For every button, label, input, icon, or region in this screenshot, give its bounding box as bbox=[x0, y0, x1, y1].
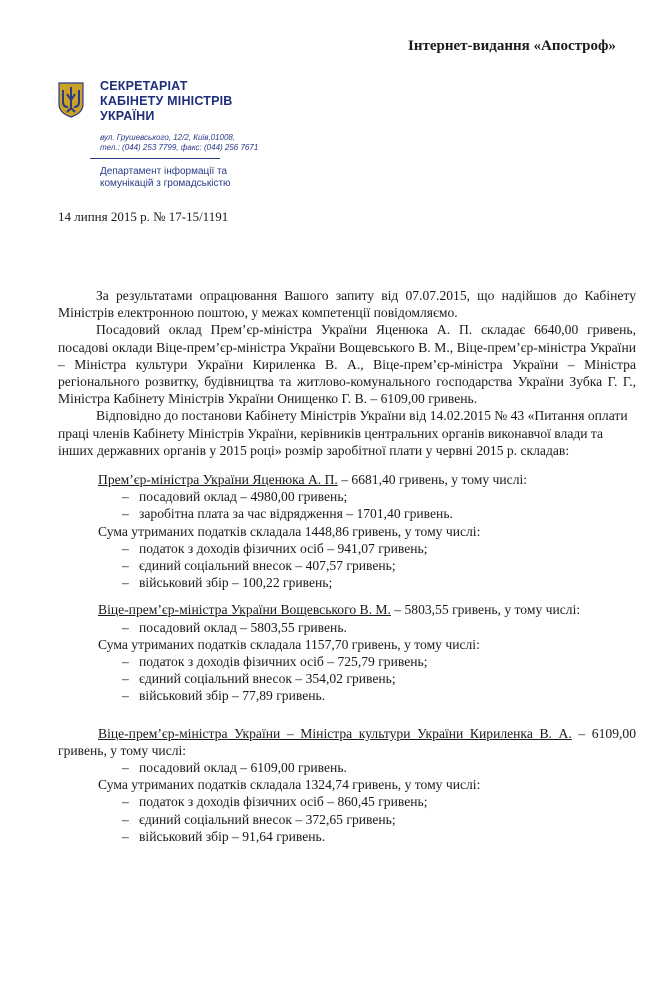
list-item: – посадовий оклад – 4980,00 гривень; bbox=[122, 489, 348, 505]
list-item: – військовий збір – 77,89 гривень. bbox=[122, 688, 326, 704]
header-divider bbox=[90, 158, 220, 159]
section-2-total: – 5803,55 гривень, у тому числі: bbox=[390, 602, 581, 618]
list-item: – військовий збір – 91,64 гривень. bbox=[122, 828, 326, 844]
list-item: – заробітна плата за час відрядження – 1701,40 гривень. bbox=[122, 506, 453, 522]
section-1 bbox=[58, 471, 636, 591]
section-3 bbox=[58, 725, 636, 845]
section-1-total: – 6681,40 гривень, у тому числі: bbox=[337, 472, 528, 488]
section-3-total: – 6109,00 гривень, у тому числі: bbox=[58, 725, 636, 758]
recipient-heading: Інтернет-видання «Апостроф» bbox=[408, 38, 616, 54]
list-item: – податок з доходів фізичних осіб – 860,45 гривень; bbox=[122, 794, 428, 810]
department-name bbox=[100, 166, 231, 190]
list-item: – посадовий оклад – 5803,55 гривень. bbox=[122, 619, 347, 635]
list-item: – єдиний соціальний внесок – 407,57 гривень; bbox=[122, 558, 396, 574]
list-item: – посадовий оклад – 6109,00 гривень. bbox=[122, 760, 347, 776]
list-item: – військовий збір – 100,22 гривень; bbox=[122, 575, 333, 591]
address-line-2: тел.: (044) 253 7799, факс: (044) 256 7671 bbox=[100, 143, 259, 152]
section-3-heading bbox=[58, 725, 636, 759]
tax-summary: Сума утриманих податків складала 1324,74 гривень, у тому числі: bbox=[98, 777, 481, 793]
list-item: – податок з доходів фізичних осіб – 941,07 гривень; bbox=[122, 540, 428, 556]
list-item: – податок з доходів фізичних осіб – 725,79 гривень; bbox=[122, 654, 428, 670]
trident-emblem-icon bbox=[58, 82, 84, 118]
address-line-1: вул. Грушевського, 12/2, Київ,01008, bbox=[100, 133, 236, 142]
section-2-heading bbox=[58, 601, 636, 618]
tax-summary: Сума утриманих податків складала 1157,70 гривень, у тому числі: bbox=[98, 636, 480, 652]
list-item: – єдиний соціальний внесок – 354,02 гривень; bbox=[122, 671, 396, 687]
paragraph-2: Посадовий оклад Прем’єр-міністра України Яценюка А. П. складає 6640,00 гривень, посадові оклади Віце-прем’єр-міністра України Вощевського В. М., Віце-прем’єр-міністра України – Міністра культури України Кириленка В. А., Віце-прем’єр-міністра України – Міністра регіонального розвитку, будівництва та житлово-комунального господарства України Зубка Г. Г., Міністра Кабінету Міністрів України Онищенко Г. В. – 6109,00 гривень. bbox=[58, 322, 636, 407]
paragraph-3: Відповідно до постанови Кабінету Міністрів України від 14.02.2015 № 43 «Питання оплати праці членів Кабінету Міністрів України, керівників центральних органів виконавчої влади та інших державних органів у 2015 році» розмір заробітної плати у червні 2015 р. складав: bbox=[58, 408, 628, 458]
dept-line-1: Департамент інформації та bbox=[100, 166, 228, 177]
document-reference: 14 липня 2015 р. № 17-15/1191 bbox=[58, 209, 229, 224]
paragraph-1: За результатами опрацювання Вашого запиту від 07.07.2015, що надійшов до Кабінету Міністрів електронною поштою, у межах компетенції повідомляємо. bbox=[58, 288, 636, 321]
org-line-1: СЕКРЕТАРІАТ bbox=[100, 79, 188, 93]
org-address bbox=[100, 133, 258, 153]
org-line-2: КАБІНЕТУ МІНІСТРІВ bbox=[100, 94, 233, 108]
section-2 bbox=[58, 601, 636, 704]
tax-summary: Сума утриманих податків складала 1448,86 гривень, у тому числі: bbox=[98, 523, 481, 539]
org-line-3: УКРАЇНИ bbox=[100, 109, 155, 123]
list-item: – єдиний соціальний внесок – 372,65 гривень; bbox=[122, 811, 396, 827]
dept-line-2: комунікацій з громадськістю bbox=[100, 178, 231, 189]
section-1-heading bbox=[58, 471, 636, 488]
section-1-official: Прем’єр-міністра України Яценюка А. П. bbox=[98, 472, 338, 488]
section-2-official: Віце-прем’єр-міністра України Вощевського В. М. bbox=[98, 602, 391, 618]
letter-body bbox=[58, 287, 636, 845]
section-3-official: Віце-прем’єр-міністра України – Міністра культури України Кириленка В. А. bbox=[98, 725, 572, 741]
org-name bbox=[100, 79, 233, 124]
